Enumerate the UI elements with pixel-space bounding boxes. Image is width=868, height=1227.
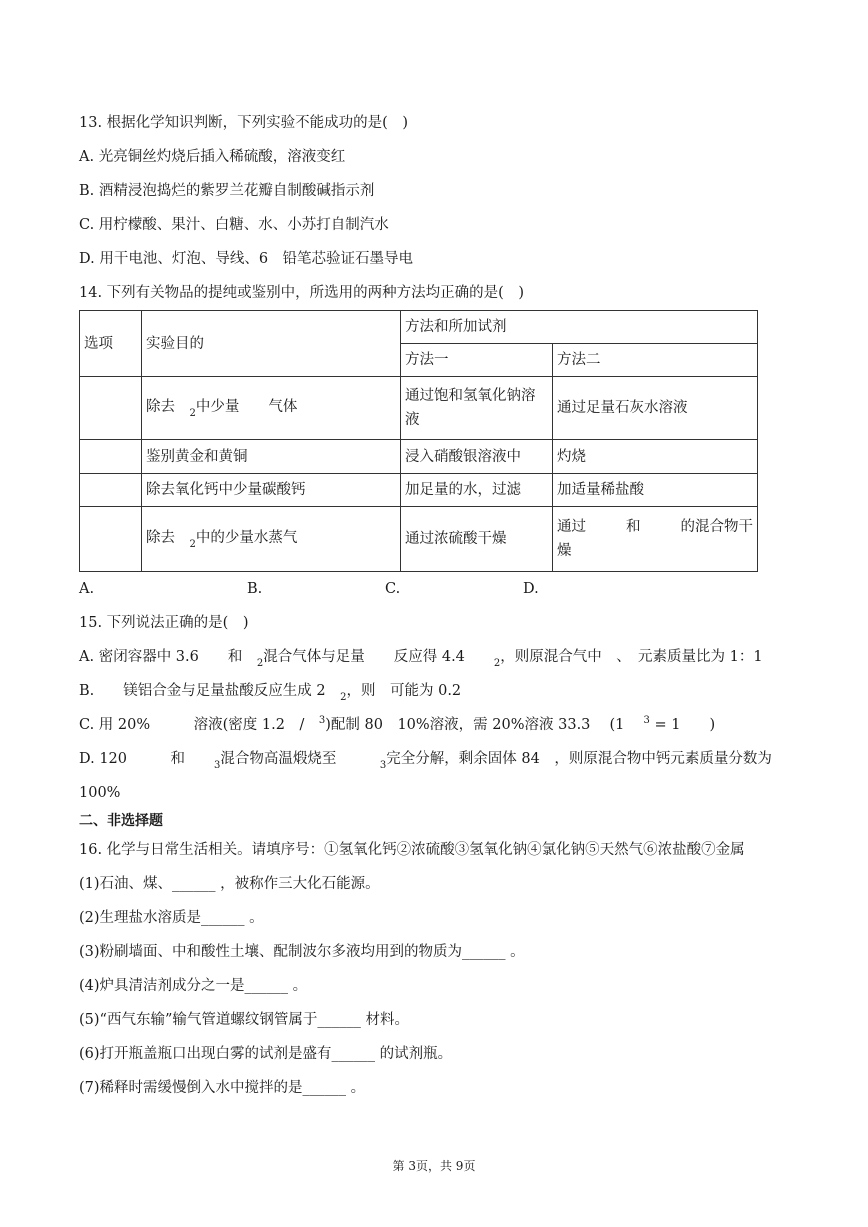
q13-option-b: B. 酒精浸泡捣烂的紫罗兰花瓣自制酸碱指示剂 [79, 183, 375, 199]
row2-method-2: 灼烧 [553, 440, 758, 474]
row4-method-1: 通过浓硫酸干燥 [401, 507, 553, 572]
q14-table [79, 310, 758, 572]
q14-choice-d[interactable]: D. [523, 581, 539, 597]
row2-method-1: 浸入硝酸银溶液中 [401, 440, 553, 474]
header-purpose: 实验目的 [142, 311, 401, 377]
q16-item-5: (5)“西气东输”输气管道螺纹钢管属于______ 材料。 [79, 1012, 409, 1028]
q15-option-d-continued: 100% [79, 785, 121, 801]
header-method: 方法和所加试剂 [401, 311, 758, 344]
q13-stem: 13. 根据化学知识判断，下列实验不能成功的是( ) [79, 115, 408, 131]
q15-stem: 15. 下列说法正确的是( ) [79, 615, 249, 631]
section-heading: 二、非选择题 [79, 813, 163, 829]
q15-option-c: C. 用 20% 溶液(密度 1.2 / $^3$)配制 80 10%溶液，需 20%溶液 33.3 (1 $^3$ = 1 ) [79, 715, 716, 733]
row1-option [80, 377, 142, 440]
header-method-2: 方法二 [553, 344, 758, 377]
q16-item-4: (4)炉具清洁剂成分之一是______ 。 [79, 978, 308, 994]
header-method-1: 方法一 [401, 344, 553, 377]
q13-option-c: C. 用柠檬酸、果汁、白糖、水、小苏打自制汽水 [79, 217, 389, 233]
q14-choice-a[interactable]: A. [79, 581, 95, 597]
row4-option [80, 507, 142, 572]
q14-answer-choices [79, 579, 779, 599]
q14-choice-b[interactable]: B. [247, 581, 263, 597]
row3-option [80, 474, 142, 507]
q16-item-6: (6)打开瓶盖瓶口出现白雾的试剂是盛有______ 的试剂瓶。 [79, 1046, 453, 1062]
q13-option-a: A. 光亮铜丝灼烧后插入稀硫酸，溶液变红 [79, 149, 346, 165]
q13-option-d: D. 用干电池、灯泡、导线、6 铅笔芯验证石墨导电 [79, 251, 414, 267]
row1-method-2: 通过足量石灰水溶液 [553, 377, 758, 440]
row1-method-1: 通过饱和氢氧化钠溶液 [401, 377, 553, 440]
page-number: 第 3页，共 9页 [392, 1159, 476, 1173]
row4-purpose: 除去 $_2$中的少量水蒸气 [142, 507, 401, 572]
q16-item-3: (3)粉刷墙面、中和酸性土壤、配制波尔多液均用到的物质为______ 。 [79, 944, 525, 960]
row1-purpose: 除去 $_2$中少量 气体 [142, 377, 401, 440]
row4-method-2: 通过 和 的混合物干 燥 [553, 507, 758, 572]
q16-stem: 16. 化学与日常生活相关。请填序号：①氢氧化钙②浓硫酸③氢氧化钠④氯化钠⑤天然气⑥浓盐酸⑦金属 [79, 842, 745, 858]
row3-method-2: 加适量稀盐酸 [553, 474, 758, 507]
q14-stem: 14. 下列有关物品的提纯或鉴别中，所选用的两种方法均正确的是( ) [79, 285, 524, 301]
q15-option-d: D. 120 和 $_3$混合物高温煅烧至 $_3$完全分解，剩余固体 84 ，则原混合物中钙元素质量分数为 [79, 751, 772, 771]
header-option: 选项 [80, 311, 142, 377]
q16-item-2: (2)生理盐水溶质是______ 。 [79, 910, 264, 926]
row2-option [80, 440, 142, 474]
q16-item-7: (7)稀释时需缓慢倒入水中搅拌的是______ 。 [79, 1080, 366, 1096]
row3-purpose: 除去氧化钙中少量碳酸钙 [142, 474, 401, 507]
q16-item-1: (1)石油、煤、______ ，被称作三大化石能源。 [79, 876, 380, 892]
q15-option-a: A. 密闭容器中 3.6 和 $_2$混合气体与足量 反应得 4.4 $_2$，则原混合气中 、 元素质量比为 1：1 [79, 649, 763, 669]
q15-option-b: B. 镁铝合金与足量盐酸反应生成 2 $_2$，则 可能为 0.2 [79, 683, 462, 703]
q14-choice-c[interactable]: C. [385, 581, 401, 597]
row2-purpose: 鉴别黄金和黄铜 [142, 440, 401, 474]
row3-method-1: 加足量的水，过滤 [401, 474, 553, 507]
